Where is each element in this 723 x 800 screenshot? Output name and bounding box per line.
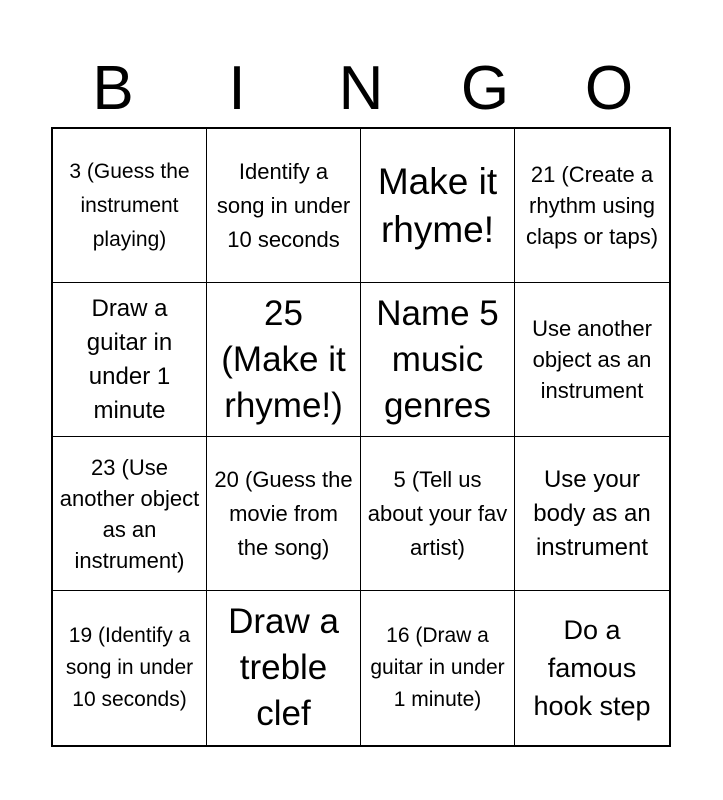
bingo-cell[interactable]	[515, 283, 669, 437]
cell-text: Make it rhyme!	[377, 160, 498, 250]
cell-text: Name 5 music genres	[376, 293, 499, 425]
bingo-cell[interactable]	[515, 591, 669, 745]
bingo-cell[interactable]	[515, 437, 669, 591]
bingo-cell[interactable]	[515, 129, 669, 283]
cell-text: 3 (Guess the instrument playing)	[69, 159, 190, 251]
bingo-cell[interactable]	[207, 283, 361, 437]
cell-text: 20 (Guess the movie from the song)	[214, 466, 353, 560]
bingo-cell[interactable]	[207, 591, 361, 745]
bingo-cell[interactable]	[53, 129, 207, 283]
cell-text: Draw a guitar in under 1 minute	[86, 294, 173, 424]
bingo-cell[interactable]	[361, 437, 515, 591]
cell-text: Use your body as an instrument	[533, 465, 651, 561]
bingo-cell[interactable]	[53, 591, 207, 745]
bingo-cell[interactable]	[207, 437, 361, 591]
header-letter-g: G	[460, 54, 510, 123]
cell-text: 21 (Create a rhythm using claps or taps)	[525, 162, 659, 249]
cell-text: 5 (Tell us about your fav artist)	[367, 466, 508, 560]
bingo-cell[interactable]	[361, 283, 515, 437]
cell-text: 25 (Make it rhyme!)	[221, 293, 346, 425]
cell-text: Identify a song in under 10 seconds	[216, 158, 351, 252]
header-letter-i: I	[228, 54, 246, 123]
bingo-cell[interactable]	[207, 129, 361, 283]
bingo-cell[interactable]	[53, 437, 207, 591]
header-letter-n: N	[338, 54, 384, 123]
bingo-header	[51, 50, 671, 128]
bingo-cell[interactable]	[361, 591, 515, 745]
cell-text: 19 (Identify a song in under 10 seconds)	[65, 624, 194, 711]
bingo-cell[interactable]	[53, 283, 207, 437]
cell-text: Use another object as an instrument	[532, 316, 652, 403]
cell-text: 16 (Draw a guitar in under 1 minute)	[370, 624, 505, 711]
cell-text: Draw a treble clef	[228, 602, 339, 733]
header-letter-b: B	[92, 54, 134, 123]
cell-text: Do a famous hook step	[533, 615, 651, 721]
header-letter-o: O	[584, 54, 634, 123]
bingo-board	[51, 127, 671, 747]
cell-text: 23 (Use another object as an instrument)	[59, 454, 200, 573]
bingo-cell[interactable]	[361, 129, 515, 283]
